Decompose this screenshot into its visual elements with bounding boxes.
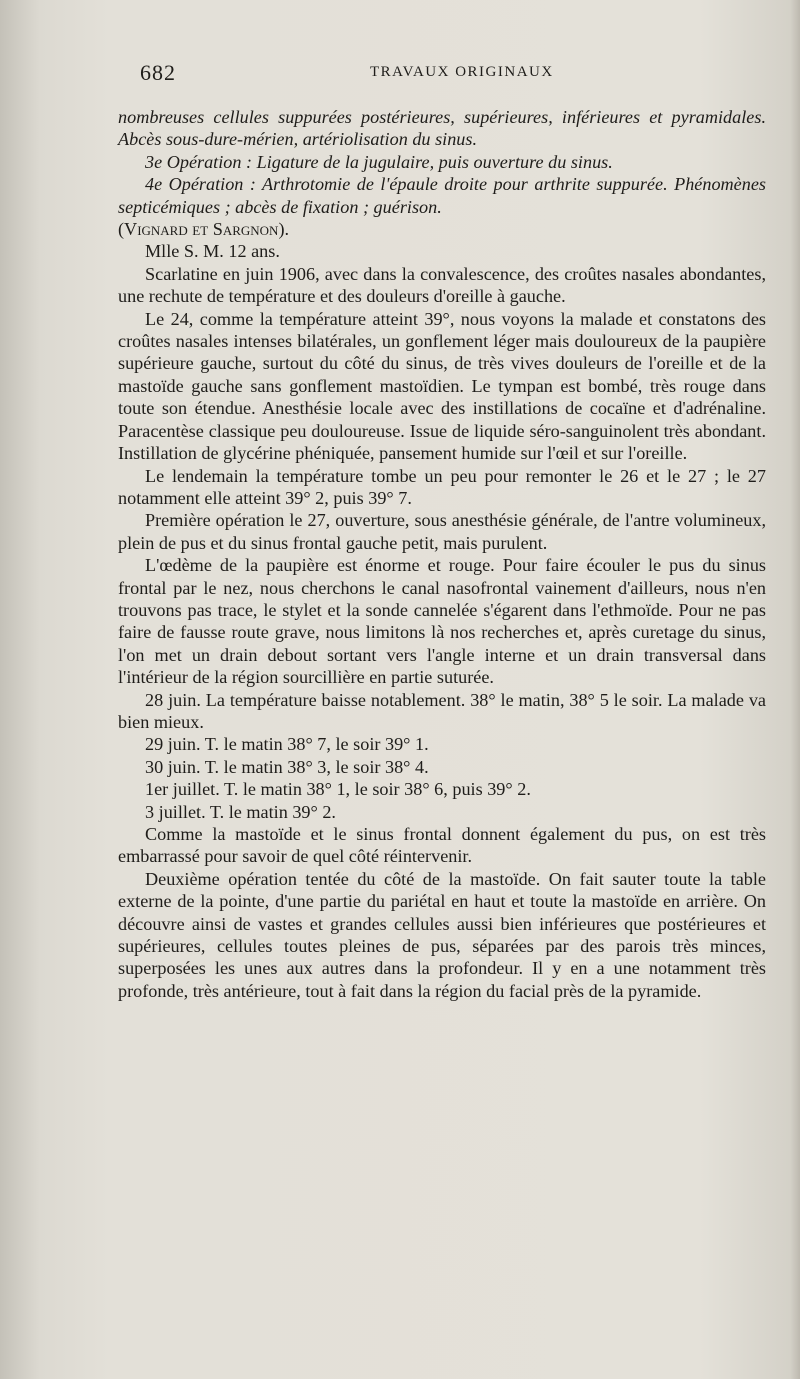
running-title: TRAVAUX ORIGINAUX bbox=[370, 64, 554, 80]
paragraph: (Vignard et Sargnon). bbox=[118, 219, 290, 240]
paragraph: 29 juin. T. le matin 38° 7, le soir 39° 1. bbox=[145, 734, 429, 755]
paragraph: 3 juillet. T. le matin 39° 2. bbox=[145, 801, 336, 822]
paragraph: Le 24, comme la température atteint 39°, nous voyons la malade et constatons des croûtes nasales intenses bilatérales, un gonflement léger mais douloureux de la paupière supérieure gauche, surtout du côté du sinus, de très vives douleurs de l'oreille et de la mastoïde gauche sans gonflement mastoïdien. Le tympan est bombé, très rouge dans toute son étendue. Anesthésie locale avec des instillations de cocaïne et d'adrénaline. Paracentèse classique peu douloureuse. Issue de liquide séro-sanguinolent très abondant. Instillation de glycérine phéniquée, pansement humide sur l'œil et sur l'oreille. bbox=[118, 308, 766, 464]
paragraph: Scarlatine en juin 1906, avec dans la convalescence, des croûtes nasales abondantes, une rechute de température et des douleurs d'oreille à gauche. bbox=[118, 263, 766, 307]
paragraph: Deuxième opération tentée du côté de la mastoïde. On fait sauter toute la table externe de la pointe, d'une partie du pariétal en haut et toute la mastoïde en arrière. On découvre ainsi de vastes et grandes cellules aussi bien inférieures que postérieures et supérieures, cellules toutes pleines de pus, séparées par des parois très minces, superposées les unes aux autres dans la profondeur. Il y en a une notamment très profonde, très antérieure, tout à fait dans la région du facial près de la pyramide. bbox=[118, 868, 766, 1001]
page-number: 682 bbox=[140, 60, 176, 85]
paragraph: 1er juillet. T. le matin 38° 1, le soir 38° 6, puis 39° 2. bbox=[145, 779, 531, 800]
paragraph: L'œdème de la paupière est énorme et rouge. Pour faire écouler le pus du sinus frontal par le nez, nous cherchons le canal nasofrontal vainement d'ailleurs, nous n'en trouvons pas trace, le stylet et la sonde cannelée s'égarent dans l'ethmoïde. Pour ne pas faire de fausse route grave, nous limitons là nos recherches et, après curetage du sinus, l'on met un drain debout sortant vers l'angle interne et un drain transversal dans l'intérieur de la région sourcillière en partie suturée. bbox=[118, 555, 766, 688]
paragraph: Première opération le 27, ouverture, sous anesthésie générale, de l'antre volumineux, plein de pus et du sinus frontal gauche petit, mais purulent. bbox=[118, 510, 766, 553]
paragraph: Le lendemain la température tombe un peu pour remonter le 26 et le 27 ; le 27 notamment elle atteint 39° 2, puis 39° 7. bbox=[118, 465, 766, 508]
paragraph: Mlle S. M. 12 ans. bbox=[145, 241, 280, 262]
paragraph: 28 juin. La température baisse notablement. 38° le matin, 38° 5 le soir. La malade va bien mieux. bbox=[118, 689, 766, 732]
body-text bbox=[118, 106, 766, 1002]
paragraph: Comme la mastoïde et le sinus frontal donnent également du pus, on est très embarrassé pour savoir de quel côté réintervenir. bbox=[118, 824, 766, 867]
paragraph: 30 juin. T. le matin 38° 3, le soir 38° 4. bbox=[145, 756, 429, 777]
paragraph: nombreuses cellules suppurées postérieures, supérieures, inférieures et pyramidales. Abcès sous-dure-mérien, artériolisation du sinus. bbox=[118, 107, 766, 150]
paragraph: 3e Opération : Ligature de la jugulaire, puis ouverture du sinus. bbox=[145, 151, 613, 172]
paragraph: 4e Opération : Arthrotomie de l'épaule droite pour arthrite suppurée. Phénomènes septicémiques ; abcès de fixation ; guérison. bbox=[118, 174, 766, 217]
